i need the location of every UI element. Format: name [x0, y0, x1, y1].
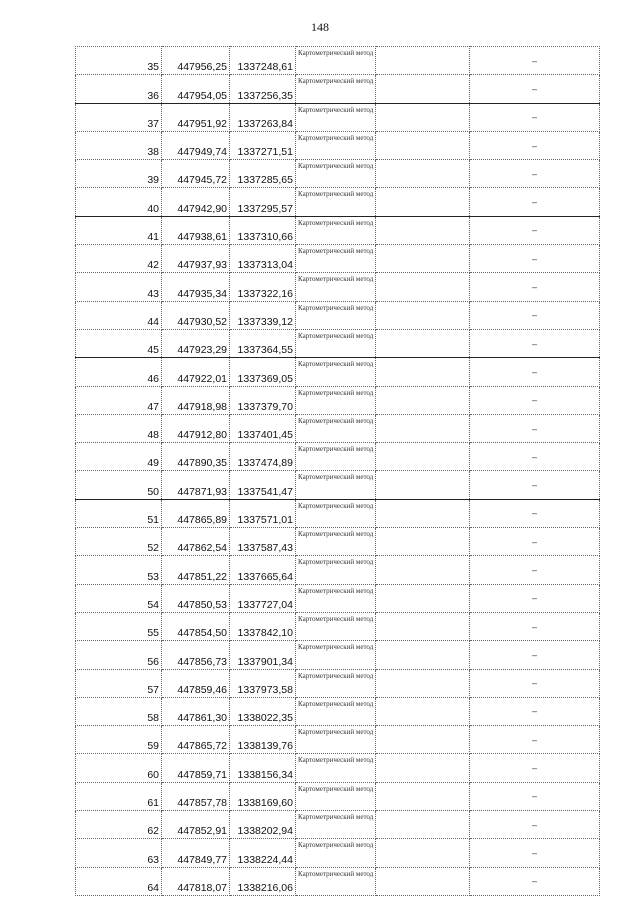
- x-coordinate-cell: 447890,35: [162, 443, 230, 471]
- method-cell: Картометрический метод: [296, 641, 376, 669]
- x-coordinate-cell: 447865,72: [162, 726, 230, 754]
- table-row: [76, 556, 600, 584]
- point-number-cell: 43: [76, 273, 162, 301]
- x-coordinate-cell: 447849,77: [162, 839, 230, 867]
- dash-cell: –: [470, 414, 600, 442]
- table-row: [76, 782, 600, 810]
- dash-cell: –: [470, 188, 600, 216]
- method-cell: Картометрический метод: [296, 528, 376, 556]
- point-number-cell: 39: [76, 160, 162, 188]
- dash-cell: –: [470, 499, 600, 527]
- y-coordinate-cell: 1337727,04: [230, 584, 296, 612]
- method-cell: Картометрический метод: [296, 216, 376, 244]
- table-row: [76, 188, 600, 216]
- point-number-cell: 56: [76, 641, 162, 669]
- table-row: [76, 47, 600, 75]
- y-coordinate-cell: 1337541,47: [230, 471, 296, 499]
- table-row: [76, 669, 600, 697]
- point-number-cell: 55: [76, 612, 162, 640]
- point-number-cell: 35: [76, 47, 162, 75]
- x-coordinate-cell: 447862,54: [162, 528, 230, 556]
- y-coordinate-cell: 1337901,34: [230, 641, 296, 669]
- table-row: [76, 499, 600, 527]
- table-row: [76, 75, 600, 103]
- method-cell: Картометрический метод: [296, 556, 376, 584]
- table-row: [76, 839, 600, 867]
- dash-cell: –: [470, 556, 600, 584]
- x-coordinate-cell: 447861,30: [162, 697, 230, 725]
- table-row: [76, 528, 600, 556]
- y-coordinate-cell: 1337369,05: [230, 358, 296, 386]
- y-coordinate-cell: 1337401,45: [230, 414, 296, 442]
- table-row: [76, 273, 600, 301]
- x-coordinate-cell: 447922,01: [162, 358, 230, 386]
- method-cell: Картометрический метод: [296, 839, 376, 867]
- point-number-cell: 49: [76, 443, 162, 471]
- x-coordinate-cell: 447859,46: [162, 669, 230, 697]
- empty-cell: [376, 358, 470, 386]
- dash-cell: –: [470, 131, 600, 159]
- method-cell: Картометрический метод: [296, 697, 376, 725]
- dash-cell: –: [470, 443, 600, 471]
- method-cell: Картометрический метод: [296, 75, 376, 103]
- dash-cell: –: [470, 612, 600, 640]
- y-coordinate-cell: 1337571,01: [230, 499, 296, 527]
- table-row: [76, 697, 600, 725]
- point-number-cell: 50: [76, 471, 162, 499]
- y-coordinate-cell: 1337310,66: [230, 216, 296, 244]
- point-number-cell: 42: [76, 245, 162, 273]
- dash-cell: –: [470, 641, 600, 669]
- table-row: [76, 584, 600, 612]
- x-coordinate-cell: 447930,52: [162, 301, 230, 329]
- y-coordinate-cell: 1337322,16: [230, 273, 296, 301]
- table-row: [76, 301, 600, 329]
- empty-cell: [376, 386, 470, 414]
- table-row: [76, 443, 600, 471]
- table-row: [76, 358, 600, 386]
- x-coordinate-cell: 447854,50: [162, 612, 230, 640]
- empty-cell: [376, 669, 470, 697]
- empty-cell: [376, 528, 470, 556]
- method-cell: Картометрический метод: [296, 103, 376, 131]
- dash-cell: –: [470, 358, 600, 386]
- y-coordinate-cell: 1338139,76: [230, 726, 296, 754]
- y-coordinate-cell: 1337263,84: [230, 103, 296, 131]
- empty-cell: [376, 612, 470, 640]
- empty-cell: [376, 754, 470, 782]
- method-cell: Картометрический метод: [296, 584, 376, 612]
- y-coordinate-cell: 1337665,64: [230, 556, 296, 584]
- dash-cell: –: [470, 386, 600, 414]
- point-number-cell: 59: [76, 726, 162, 754]
- method-cell: Картометрический метод: [296, 358, 376, 386]
- dash-cell: –: [470, 216, 600, 244]
- empty-cell: [376, 301, 470, 329]
- dash-cell: –: [470, 811, 600, 839]
- empty-cell: [376, 471, 470, 499]
- x-coordinate-cell: 447856,73: [162, 641, 230, 669]
- empty-cell: [376, 697, 470, 725]
- empty-cell: [376, 584, 470, 612]
- empty-cell: [376, 641, 470, 669]
- empty-cell: [376, 414, 470, 442]
- x-coordinate-cell: 447938,61: [162, 216, 230, 244]
- method-cell: Картометрический метод: [296, 471, 376, 499]
- method-cell: Картометрический метод: [296, 782, 376, 810]
- point-number-cell: 36: [76, 75, 162, 103]
- point-number-cell: 37: [76, 103, 162, 131]
- method-cell: Картометрический метод: [296, 386, 376, 414]
- method-cell: Картометрический метод: [296, 669, 376, 697]
- empty-cell: [376, 160, 470, 188]
- y-coordinate-cell: 1338216,06: [230, 867, 296, 895]
- dash-cell: –: [470, 75, 600, 103]
- x-coordinate-cell: 447918,98: [162, 386, 230, 414]
- dash-cell: –: [470, 160, 600, 188]
- dash-cell: –: [470, 528, 600, 556]
- dash-cell: –: [470, 584, 600, 612]
- method-cell: Картометрический метод: [296, 726, 376, 754]
- y-coordinate-cell: 1338156,34: [230, 754, 296, 782]
- point-number-cell: 51: [76, 499, 162, 527]
- coordinates-table-body: [76, 47, 600, 896]
- dash-cell: –: [470, 782, 600, 810]
- x-coordinate-cell: 447859,71: [162, 754, 230, 782]
- method-cell: Картометрический метод: [296, 443, 376, 471]
- table-row: [76, 867, 600, 895]
- y-coordinate-cell: 1338022,35: [230, 697, 296, 725]
- method-cell: Картометрический метод: [296, 188, 376, 216]
- x-coordinate-cell: 447923,29: [162, 329, 230, 357]
- table-row: [76, 471, 600, 499]
- empty-cell: [376, 216, 470, 244]
- y-coordinate-cell: 1337379,70: [230, 386, 296, 414]
- x-coordinate-cell: 447818,07: [162, 867, 230, 895]
- table-row: [76, 103, 600, 131]
- table-row: [76, 811, 600, 839]
- point-number-cell: 61: [76, 782, 162, 810]
- x-coordinate-cell: 447912,80: [162, 414, 230, 442]
- method-cell: Картометрический метод: [296, 131, 376, 159]
- method-cell: Картометрический метод: [296, 754, 376, 782]
- method-cell: Картометрический метод: [296, 867, 376, 895]
- point-number-cell: 48: [76, 414, 162, 442]
- dash-cell: –: [470, 103, 600, 131]
- empty-cell: [376, 131, 470, 159]
- method-cell: Картометрический метод: [296, 273, 376, 301]
- method-cell: Картометрический метод: [296, 245, 376, 273]
- x-coordinate-cell: 447871,93: [162, 471, 230, 499]
- dash-cell: –: [470, 726, 600, 754]
- empty-cell: [376, 75, 470, 103]
- empty-cell: [376, 811, 470, 839]
- dash-cell: –: [470, 754, 600, 782]
- empty-cell: [376, 103, 470, 131]
- point-number-cell: 47: [76, 386, 162, 414]
- y-coordinate-cell: 1337339,12: [230, 301, 296, 329]
- y-coordinate-cell: 1337285,65: [230, 160, 296, 188]
- empty-cell: [376, 499, 470, 527]
- dash-cell: –: [470, 839, 600, 867]
- table-row: [76, 216, 600, 244]
- dash-cell: –: [470, 867, 600, 895]
- table-row: [76, 726, 600, 754]
- y-coordinate-cell: 1337973,58: [230, 669, 296, 697]
- coordinates-table: [75, 46, 600, 896]
- dash-cell: –: [470, 245, 600, 273]
- point-number-cell: 63: [76, 839, 162, 867]
- method-cell: Картометрический метод: [296, 329, 376, 357]
- table-row: [76, 612, 600, 640]
- x-coordinate-cell: 447865,89: [162, 499, 230, 527]
- method-cell: Картометрический метод: [296, 499, 376, 527]
- point-number-cell: 41: [76, 216, 162, 244]
- dash-cell: –: [470, 301, 600, 329]
- empty-cell: [376, 726, 470, 754]
- empty-cell: [376, 782, 470, 810]
- dash-cell: –: [470, 273, 600, 301]
- empty-cell: [376, 867, 470, 895]
- dash-cell: –: [470, 697, 600, 725]
- y-coordinate-cell: 1337587,43: [230, 528, 296, 556]
- empty-cell: [376, 443, 470, 471]
- dash-cell: –: [470, 329, 600, 357]
- x-coordinate-cell: 447949,74: [162, 131, 230, 159]
- table-row: [76, 754, 600, 782]
- y-coordinate-cell: 1337295,57: [230, 188, 296, 216]
- x-coordinate-cell: 447935,34: [162, 273, 230, 301]
- point-number-cell: 57: [76, 669, 162, 697]
- x-coordinate-cell: 447851,22: [162, 556, 230, 584]
- x-coordinate-cell: 447954,05: [162, 75, 230, 103]
- y-coordinate-cell: 1338169,60: [230, 782, 296, 810]
- point-number-cell: 45: [76, 329, 162, 357]
- y-coordinate-cell: 1337474,89: [230, 443, 296, 471]
- page-number: 148: [311, 20, 329, 34]
- point-number-cell: 64: [76, 867, 162, 895]
- empty-cell: [376, 329, 470, 357]
- x-coordinate-cell: 447942,90: [162, 188, 230, 216]
- method-cell: Картометрический метод: [296, 811, 376, 839]
- point-number-cell: 54: [76, 584, 162, 612]
- x-coordinate-cell: 447852,91: [162, 811, 230, 839]
- x-coordinate-cell: 447956,25: [162, 47, 230, 75]
- point-number-cell: 58: [76, 697, 162, 725]
- point-number-cell: 40: [76, 188, 162, 216]
- x-coordinate-cell: 447951,92: [162, 103, 230, 131]
- y-coordinate-cell: 1337248,61: [230, 47, 296, 75]
- point-number-cell: 53: [76, 556, 162, 584]
- dash-cell: –: [470, 669, 600, 697]
- method-cell: Картометрический метод: [296, 160, 376, 188]
- table-row: [76, 131, 600, 159]
- x-coordinate-cell: 447945,72: [162, 160, 230, 188]
- y-coordinate-cell: 1338224,44: [230, 839, 296, 867]
- table-row: [76, 245, 600, 273]
- point-number-cell: 44: [76, 301, 162, 329]
- method-cell: Картометрический метод: [296, 414, 376, 442]
- point-number-cell: 46: [76, 358, 162, 386]
- method-cell: Картометрический метод: [296, 612, 376, 640]
- dash-cell: –: [470, 47, 600, 75]
- point-number-cell: 62: [76, 811, 162, 839]
- point-number-cell: 38: [76, 131, 162, 159]
- point-number-cell: 60: [76, 754, 162, 782]
- table-row: [76, 386, 600, 414]
- y-coordinate-cell: 1337256,35: [230, 75, 296, 103]
- y-coordinate-cell: 1337271,51: [230, 131, 296, 159]
- y-coordinate-cell: 1338202,94: [230, 811, 296, 839]
- point-number-cell: 52: [76, 528, 162, 556]
- empty-cell: [376, 556, 470, 584]
- empty-cell: [376, 273, 470, 301]
- table-row: [76, 329, 600, 357]
- method-cell: Картометрический метод: [296, 47, 376, 75]
- empty-cell: [376, 188, 470, 216]
- method-cell: Картометрический метод: [296, 301, 376, 329]
- table-row: [76, 641, 600, 669]
- empty-cell: [376, 245, 470, 273]
- x-coordinate-cell: 447937,93: [162, 245, 230, 273]
- x-coordinate-cell: 447850,53: [162, 584, 230, 612]
- dash-cell: –: [470, 471, 600, 499]
- x-coordinate-cell: 447857,78: [162, 782, 230, 810]
- y-coordinate-cell: 1337364,55: [230, 329, 296, 357]
- table-row: [76, 414, 600, 442]
- empty-cell: [376, 839, 470, 867]
- empty-cell: [376, 47, 470, 75]
- y-coordinate-cell: 1337313,04: [230, 245, 296, 273]
- y-coordinate-cell: 1337842,10: [230, 612, 296, 640]
- table-row: [76, 160, 600, 188]
